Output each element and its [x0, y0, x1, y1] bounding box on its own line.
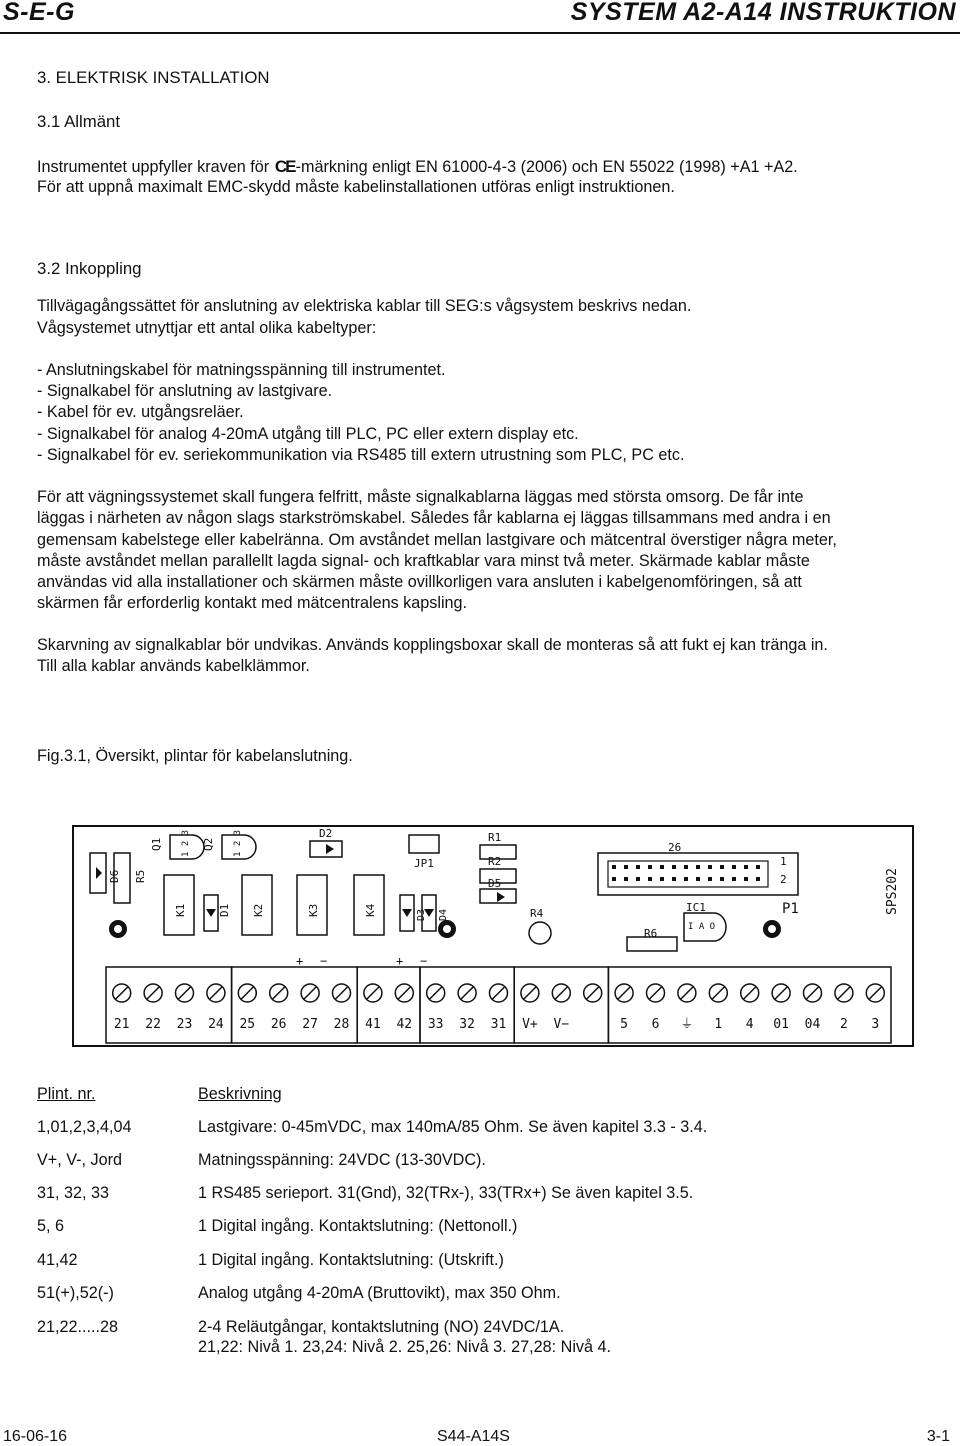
- label-q1-pins: 1 2 3: [181, 829, 191, 857]
- label-d3: D3: [416, 908, 427, 921]
- footer-doc-id: S44-A14S: [437, 1428, 510, 1445]
- label-d4: D4: [438, 908, 449, 921]
- section-title: 3. ELEKTRISK INSTALLATION: [37, 68, 270, 87]
- terminal-label: 4: [745, 1017, 754, 1032]
- label-r6: R6: [644, 927, 658, 940]
- terminal-label: 23: [176, 1017, 193, 1032]
- label-k1: K1: [174, 903, 187, 917]
- label-p1: P1: [782, 901, 799, 917]
- terminal-label: 31: [490, 1017, 507, 1032]
- ce-mark-icon: CE: [274, 157, 295, 176]
- label-jp1: JP1: [414, 857, 434, 870]
- terminal-label: 22: [145, 1017, 161, 1032]
- terminal-label: 3: [871, 1017, 880, 1032]
- terminal-label: 41: [365, 1017, 381, 1032]
- cable-list-item: - Anslutningskabel för matningsspänning till instrumentet.: [37, 361, 446, 379]
- para1-line: läggas i närheten av någon slags starkströmskabel. Således får kablarna ej läggas tillsammans med andra i en: [37, 509, 831, 527]
- terminal-label: 21: [113, 1017, 130, 1032]
- table-row-description: Lastgivare: 0-45mVDC, max 140mA/85 Ohm. Se även kapitel 3.3 - 3.4.: [198, 1118, 708, 1136]
- table-row-description: Analog utgång 4-20mA (Bruttovikt), max 350 Ohm.: [198, 1284, 561, 1302]
- terminal-label: ⏚: [680, 1017, 694, 1032]
- s32-intro-1: Tillvägagångssättet för anslutning av elektriska kablar till SEG:s vågsystem beskrivs nedan.: [37, 297, 692, 315]
- label-q1: Q1: [150, 837, 163, 851]
- label-minus-1: −: [320, 954, 328, 968]
- table-head-left: Plint. nr.: [37, 1085, 96, 1103]
- cable-list-item: - Signalkabel för ev. seriekommunikation via RS485 till extern utrustning som PLC, PC etc.: [37, 446, 685, 464]
- label-k4: K4: [364, 903, 377, 917]
- para2-line: Skarvning av signalkablar bör undvikas. Används kopplingsboxar skall de monteras så att fukt ej kan tränga in.: [37, 636, 828, 654]
- label-r4: R4: [530, 907, 544, 920]
- table-row-description: 21,22: Nivå 1. 23,24: Nivå 2. 25,26: Nivå 3. 27,28: Nivå 4.: [198, 1338, 612, 1356]
- terminal-label: V+: [522, 1017, 538, 1032]
- table-row-description: 1 Digital ingång. Kontaktslutning: (Nettonoll.): [198, 1217, 518, 1235]
- cable-list-item: - Signalkabel för anslutning av lastgivare.: [37, 382, 333, 400]
- label-r5: R5: [134, 869, 147, 883]
- figure-caption: Fig.3.1, Översikt, plintar för kabelanslutning.: [37, 747, 353, 765]
- label-q2-pins: 1 2 3: [233, 829, 243, 857]
- table-row-description: Matningsspänning: 24VDC (13-30VDC).: [198, 1151, 486, 1169]
- label-d2: D2: [319, 827, 333, 840]
- s31-title: 3.1 Allmänt: [37, 112, 121, 131]
- label-d5: D5: [488, 877, 502, 890]
- table-row-terminal: 5, 6: [37, 1217, 65, 1235]
- table-row-terminal: 51(+),52(-): [37, 1284, 114, 1302]
- terminal-label: 32: [459, 1017, 475, 1032]
- para1-line: måste avståndet mellan parallellt lagda signal- och kraftkablar vara minst två meter. Skärmade kablar måste: [37, 552, 810, 570]
- terminal-label: 42: [396, 1017, 413, 1032]
- terminal-label: 04: [804, 1017, 821, 1032]
- table-head-right: Beskrivning: [198, 1085, 282, 1103]
- page-header: [0, 0, 960, 32]
- terminal-label: 26: [270, 1017, 287, 1032]
- header-brand: S-E-G: [3, 0, 75, 26]
- terminal-label: 6: [651, 1017, 660, 1032]
- table-row-terminal: 21,22.....28: [37, 1318, 119, 1336]
- para2-line: Till alla kablar används kabelklämmor.: [37, 657, 310, 675]
- table-row-description: 2-4 Reläutgångar, kontaktslutning (NO) 24VDC/1A.: [198, 1318, 565, 1336]
- label-pin-1: 1: [780, 855, 787, 868]
- label-k2: K2: [252, 903, 265, 917]
- label-ic1: IC1: [686, 901, 706, 914]
- label-k3: K3: [307, 903, 320, 917]
- terminal-label: 33: [427, 1017, 444, 1032]
- s32-intro-2: Vågsystemet utnyttjar ett antal olika kabeltyper:: [37, 319, 377, 337]
- terminal-label: 28: [333, 1017, 350, 1032]
- terminal-label: 25: [239, 1017, 256, 1032]
- para1-line: För att vägningssystemet skall fungera felfritt, måste signalkablarna läggas med största omsorg. De får inte: [37, 488, 804, 506]
- cable-list-item: - Signalkabel för analog 4-20mA utgång till PLC, PC eller extern display etc.: [37, 425, 579, 443]
- table-row-description: 1 Digital ingång. Kontaktslutning: (Utskrift.): [198, 1251, 504, 1269]
- footer-date: 16-06-16: [3, 1428, 68, 1445]
- terminal-label: 1: [714, 1017, 723, 1032]
- cable-list-item: - Kabel för ev. utgångsreläer.: [37, 403, 244, 421]
- para1-line: gemensam kabelstege eller kabelränna. Om avståndet mellan lastgivare och mätcentral överstiger några meter,: [37, 531, 837, 549]
- terminal-label: 5: [620, 1017, 629, 1032]
- para1-line: användas vid alla installationer och skärmen måste ovillkorligen vara ansluten i kabelgenomföringen, så att: [37, 573, 802, 591]
- table-row-terminal: 41,42: [37, 1251, 78, 1269]
- header-rule: [0, 32, 960, 34]
- label-plus-2: +: [396, 954, 404, 968]
- s31-line2: För att uppnå maximalt EMC-skydd måste kabelinstallationen utföras enligt instruktionen.: [37, 178, 675, 196]
- s31-line1: Instrumentet uppfyller kraven för CE-märkning enligt EN 61000-4-3 (2006) och EN 55022 (1998) +A1 +A2.: [37, 157, 798, 176]
- footer-page-number: 3-1: [926, 1428, 950, 1445]
- table-row-description: 1 RS485 serieport. 31(Gnd), 32(TRx-), 33(TRx+) Se även kapitel 3.5.: [198, 1184, 694, 1202]
- s32-title: 3.2 Inkoppling: [37, 259, 142, 278]
- terminal-label: 01: [773, 1017, 789, 1032]
- para1-line: skärmen får erforderlig kontakt med mätcentralens kapsling.: [37, 594, 468, 612]
- label-plus-1: +: [296, 954, 304, 968]
- table-row-terminal: V+, V-, Jord: [37, 1151, 123, 1169]
- terminal-label: 27: [302, 1017, 318, 1032]
- table-row-terminal: 31, 32, 33: [37, 1184, 110, 1202]
- header-title: SYSTEM A2-A14 INSTRUKTION: [570, 0, 956, 26]
- terminal-label: 24: [208, 1017, 224, 1032]
- label-r1: R1: [488, 831, 502, 844]
- label-pin-2: 2: [780, 873, 787, 886]
- label-q2: Q2: [202, 837, 215, 851]
- label-r2: R2: [488, 855, 502, 868]
- terminal-board-diagram: [72, 825, 914, 1047]
- label-ic1-pins: I A O: [688, 922, 716, 932]
- label-d6: D6: [108, 869, 121, 883]
- label-26: 26: [668, 841, 682, 854]
- terminal-label: V−: [553, 1017, 570, 1032]
- table-row-terminal: 1,01,2,3,4,04: [37, 1118, 132, 1136]
- label-sps202: SPS202: [885, 868, 900, 915]
- label-minus-2: −: [420, 954, 428, 968]
- terminal-label: 2: [839, 1017, 848, 1032]
- label-d1: D1: [218, 903, 231, 917]
